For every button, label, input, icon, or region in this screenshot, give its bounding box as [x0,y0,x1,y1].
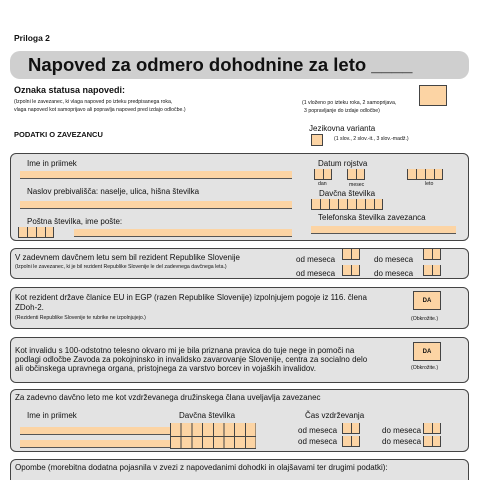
digit-box[interactable] [320,199,329,210]
dependent-name-label: Ime in priimek [27,411,77,420]
digit-box[interactable] [432,265,441,276]
language-variant-label: Jezikovna varianta [309,124,376,133]
digit-box[interactable] [356,199,365,210]
digit-box[interactable] [423,265,432,276]
digit-box[interactable] [342,436,351,447]
annex-label: Priloga 2 [14,33,50,43]
digit-box[interactable] [342,265,351,276]
address-input[interactable] [20,201,292,209]
dependent-from-label-1: od meseca [298,426,338,435]
language-variant-help: (1 slov., 2 slov.-it., 3 slov.-madž.) [334,136,409,142]
resident-from-label-2: od meseca [296,269,336,278]
phone-label: Telefonska številka zavezanca [318,213,426,222]
digit-box[interactable] [432,423,441,434]
phone-input[interactable] [311,226,456,234]
dependent-name-input-2[interactable] [20,440,170,448]
digit-box[interactable] [434,169,443,180]
invalid-text-3: ali občinskega upravnega organa, pristojnega za varstvo borcev in vojaških invalidov. [15,364,316,373]
invalid-circle-hint: (Obkrožite.) [411,365,439,371]
eu-yes-option[interactable]: DA [413,291,441,310]
eu-circle-hint: (Obkrožite.) [411,316,439,322]
resident-to-label-2: do meseca [374,269,414,278]
resident-to-label-1: do meseca [374,255,414,264]
eu-text-2: ZDoh-2. [15,303,44,312]
resident-from-label-1: od meseca [296,255,336,264]
digit-box[interactable] [314,169,323,180]
digit-box[interactable] [356,169,365,180]
dependent-to-label-1: do meseca [382,426,422,435]
digit-box[interactable] [351,436,360,447]
digit-box[interactable] [342,423,351,434]
digit-box[interactable] [423,249,432,260]
address-label: Naslov prebivališča: naselje, ulica, hišna številka [27,187,200,196]
dob-label: Datum rojstva [318,159,368,168]
digit-box[interactable] [432,436,441,447]
digit-box[interactable] [347,199,356,210]
status-title: Oznaka statusa napovedi: [14,85,126,95]
digit-box[interactable] [425,169,434,180]
resident-text: V zadevnem davčnem letu sem bil rezident Republike Slovenije [15,253,241,262]
tax-number-label: Davčna številka [319,189,376,198]
digit-box[interactable] [36,227,45,238]
digit-box[interactable] [27,227,36,238]
status-options-1: (1 vloženo po izteku roka, 2 samoprijava, [302,100,397,106]
digit-box[interactable] [407,169,416,180]
status-help-2: vlaga napoved kot samoprijavo ali popravlja napoved pred izdajo odločbe.) [14,107,186,113]
digit-box[interactable] [347,169,356,180]
name-label: Ime in priimek [27,159,77,168]
title-bar [10,51,469,79]
digit-box[interactable] [323,169,332,180]
dependent-tax-number-label: Davčna številka [179,411,236,420]
digit-box[interactable] [338,199,347,210]
digit-box[interactable] [423,423,432,434]
invalid-yes-option[interactable]: DA [413,342,441,361]
digit-box[interactable] [423,436,432,447]
resident-help: (Izpolni le zavezanec, ki je bil rezident Republike Slovenije le del zadevnega davčnega leta.) [15,264,227,270]
dob-year-label: leto [425,181,434,187]
dob-day-label: dan [318,181,327,187]
taxpayer-heading: PODATKI O ZAVEZANCU [14,130,103,139]
dob-month-label: mesec [349,182,365,188]
digit-box[interactable] [365,199,374,210]
eu-help: (Rezidenti Republike Slovenije te rubrike ne izpolnjujejo.) [15,315,146,321]
digit-box[interactable] [329,199,338,210]
post-label: Poštna številka, ime pošte: [27,217,123,226]
post-name-input[interactable] [74,229,292,237]
dependent-period-label: Čas vzdrževanja [305,411,365,420]
status-options-2: 3 popravljanje do izdaje odločbe) [304,108,380,114]
digit-box[interactable] [45,227,54,238]
digit-box[interactable] [18,227,27,238]
digit-box[interactable] [374,199,383,210]
language-variant-input[interactable] [311,134,323,146]
page-title: Napoved za odmero dohodnine za leto ____ [28,54,413,75]
invalid-text-2: podlagi odločbe Zavoda za pokojninsko in invalidsko zavarovanje Slovenije, centra za socialno delo [15,355,368,364]
eu-text-1: Kot rezident države članice EU in EGP (razen Republike Slovenije) izpolnjujem pogoje iz 116. člena [15,293,367,302]
digit-box[interactable] [416,169,425,180]
invalid-text-1: Kot invalidu s 100-odstotno telesno okvaro mi je bila priznana pravica do tuje nege in pomoči na [15,346,355,355]
name-input[interactable] [20,171,292,179]
digit-box[interactable] [311,199,320,210]
dependent-from-label-2: od meseca [298,437,338,446]
notes-title: Opombe (morebitna dodatna pojasnila v zvezi z napovedanimi dohodki in olajšavami ter drugimi podatki): [15,463,388,472]
status-code-input[interactable] [419,85,447,106]
status-help-1: (Izpolni le zavezanec, ki vlaga napoved po izteku predpisanega roka, [14,99,173,105]
dependent-to-label-2: do meseca [382,437,422,446]
digit-box[interactable] [351,249,360,260]
digit-box[interactable] [351,265,360,276]
digit-box[interactable] [342,249,351,260]
dependent-name-input-1[interactable] [20,427,170,435]
dependent-title: Za zadevno davčno leto me kot vzdrževanega družinskega člana uveljavlja zavezanec [15,393,321,402]
digit-box[interactable] [432,249,441,260]
digit-box[interactable] [351,423,360,434]
